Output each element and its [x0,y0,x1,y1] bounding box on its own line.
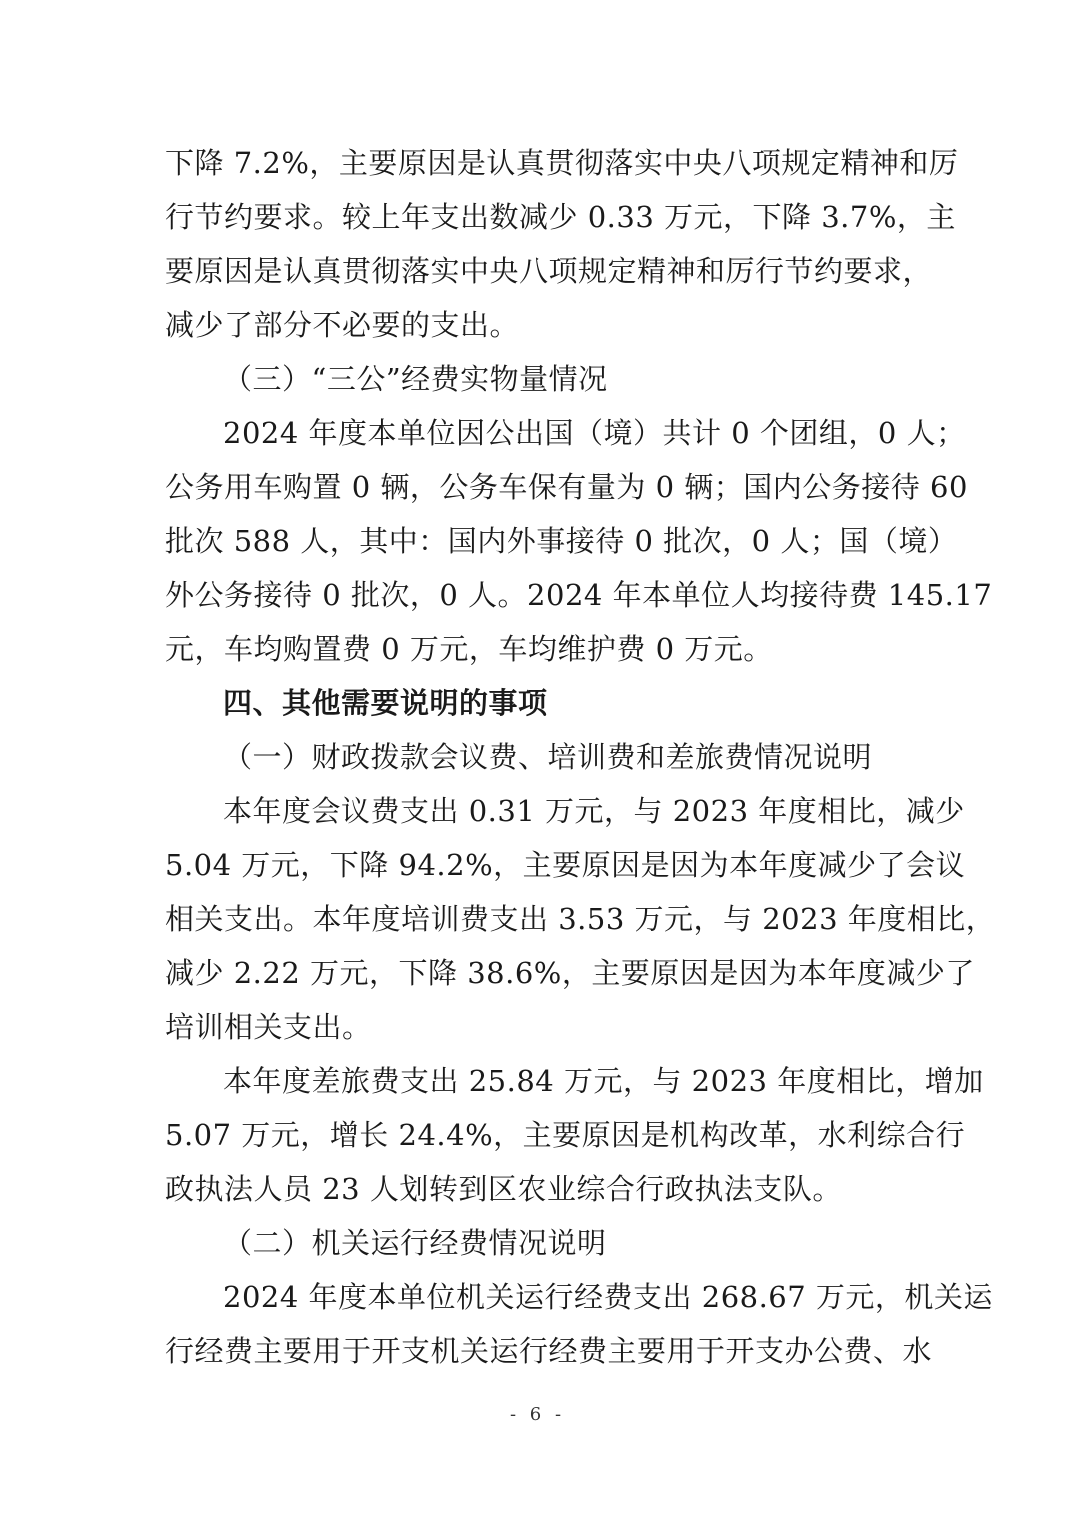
text-line: 5.07 万元，增长 24.4%，主要原因是机构改革，水利综合行 [165,1118,966,1152]
text-line: 元，车均购置费 0 万元，车均维护费 0 万元。 [165,632,773,666]
text-line: 2024 年度本单位因公出国（境）共计 0 个团组，0 人； [223,416,966,450]
text-line: 本年度会议费支出 0.31 万元，与 2023 年度相比，减少 [223,794,965,828]
text-line: 下降 7.2%，主要原因是认真贯彻落实中央八项规定精神和厉 [165,146,959,180]
text-line: 相关支出。本年度培训费支出 3.53 万元，与 2023 年度相比， [165,902,996,936]
text-line: 行节约要求。较上年支出数减少 0.33 万元，下降 3.7%，主 [165,200,956,234]
text-line: 行经费主要用于开支机关运行经费主要用于开支办公费、水 [165,1334,933,1368]
document-body [165,136,996,1378]
text-line: 外公务接待 0 批次，0 人。2024 年本单位人均接待费 145.17 [165,578,993,612]
subsection-heading: （一）财政拨款会议费、培训费和差旅费情况说明 [223,740,873,774]
text-line: 减少了部分不必要的支出。 [165,308,520,342]
page-number: - 6 - [509,1404,566,1425]
text-line: 公务用车购置 0 辆，公务车保有量为 0 辆；国内公务接待 60 [165,470,968,504]
text-line: 要原因是认真贯彻落实中央八项规定精神和厉行节约要求， [165,254,933,288]
text-line: 批次 588 人，其中：国内外事接待 0 批次，0 人；国（境） [165,524,958,558]
text-line: 减少 2.22 万元，下降 38.6%，主要原因是因为本年度减少了 [165,956,975,990]
text-line: 5.04 万元，下降 94.2%，主要原因是因为本年度减少了会议 [165,848,966,882]
text-line: 政执法人员 23 人划转到区农业综合行政执法支队。 [165,1172,842,1206]
text-line: 培训相关支出。 [165,1010,372,1044]
subsection-heading: （二）机关运行经费情况说明 [223,1226,607,1260]
subsection-heading: （三）“三公”经费实物量情况 [223,362,608,396]
section-heading: 四、其他需要说明的事项 [223,686,548,720]
text-line: 本年度差旅费支出 25.84 万元，与 2023 年度相比，增加 [223,1064,984,1098]
text-line: 2024 年度本单位机关运行经费支出 268.67 万元，机关运 [223,1280,993,1314]
